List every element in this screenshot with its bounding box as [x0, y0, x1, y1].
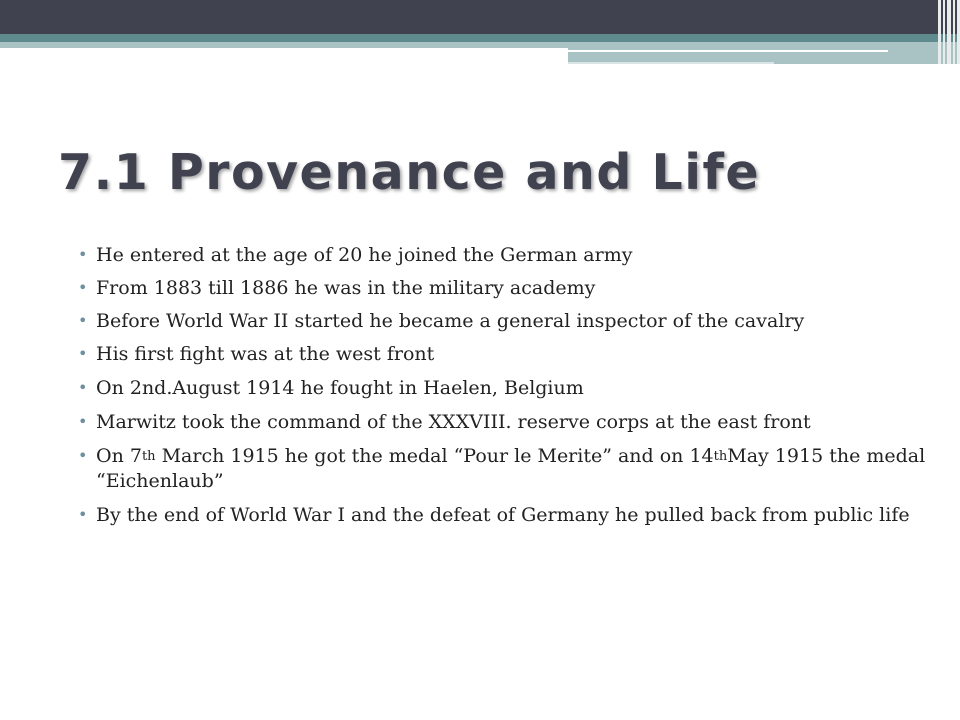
corner-bar — [938, 0, 941, 64]
bullet-text: On 2nd.August 1914 he fought in Haelen, Belgium — [96, 377, 584, 399]
corner-bar — [953, 0, 955, 64]
header-light-stripe — [0, 42, 568, 48]
bullet-text-part: March 1915 he got the medal “Pour le Merite” and on 14 — [155, 445, 714, 467]
bullet-item — [78, 444, 928, 493]
header-band — [0, 0, 960, 34]
bullet-list — [78, 242, 928, 527]
header-light-stripe-right — [568, 42, 960, 64]
bullet-text: His first fight was at the west front — [96, 343, 435, 365]
bullet-text-part: May 1915 the medal “Eichenlaub” — [96, 445, 926, 492]
bullet-item — [78, 243, 928, 267]
bullet-text-part: On 7 — [96, 445, 142, 467]
header-teal-stripe — [0, 34, 960, 42]
bullet-item — [78, 410, 928, 434]
header-thin-rule — [568, 62, 774, 64]
corner-bar — [943, 0, 945, 64]
bullet-item — [78, 342, 928, 366]
bullet-text: By the end of World War I and the defeat of Germany he pulled back from public life — [96, 504, 910, 526]
ordinal-suffix: th — [713, 449, 728, 464]
corner-bar — [947, 0, 951, 64]
corner-decoration — [930, 0, 960, 64]
bullet-text: Marwitz took the command of the XXXVIII. reserve corps at the east front — [96, 411, 811, 433]
bullet-item — [78, 503, 928, 527]
bullet-item — [78, 309, 928, 333]
bullet-item — [78, 376, 928, 400]
bullet-item — [78, 276, 928, 300]
ordinal-suffix: th — [141, 449, 156, 464]
bullet-text: He entered at the age of 20 he joined the German army — [96, 244, 633, 266]
header-white-rule — [568, 50, 888, 52]
bullet-text: From 1883 till 1886 he was in the military academy — [96, 277, 596, 299]
slide-title: 7.1 Provenance and Life — [58, 144, 761, 201]
bullet-text: Before World War II started he became a general inspector of the cavalry — [96, 310, 805, 332]
